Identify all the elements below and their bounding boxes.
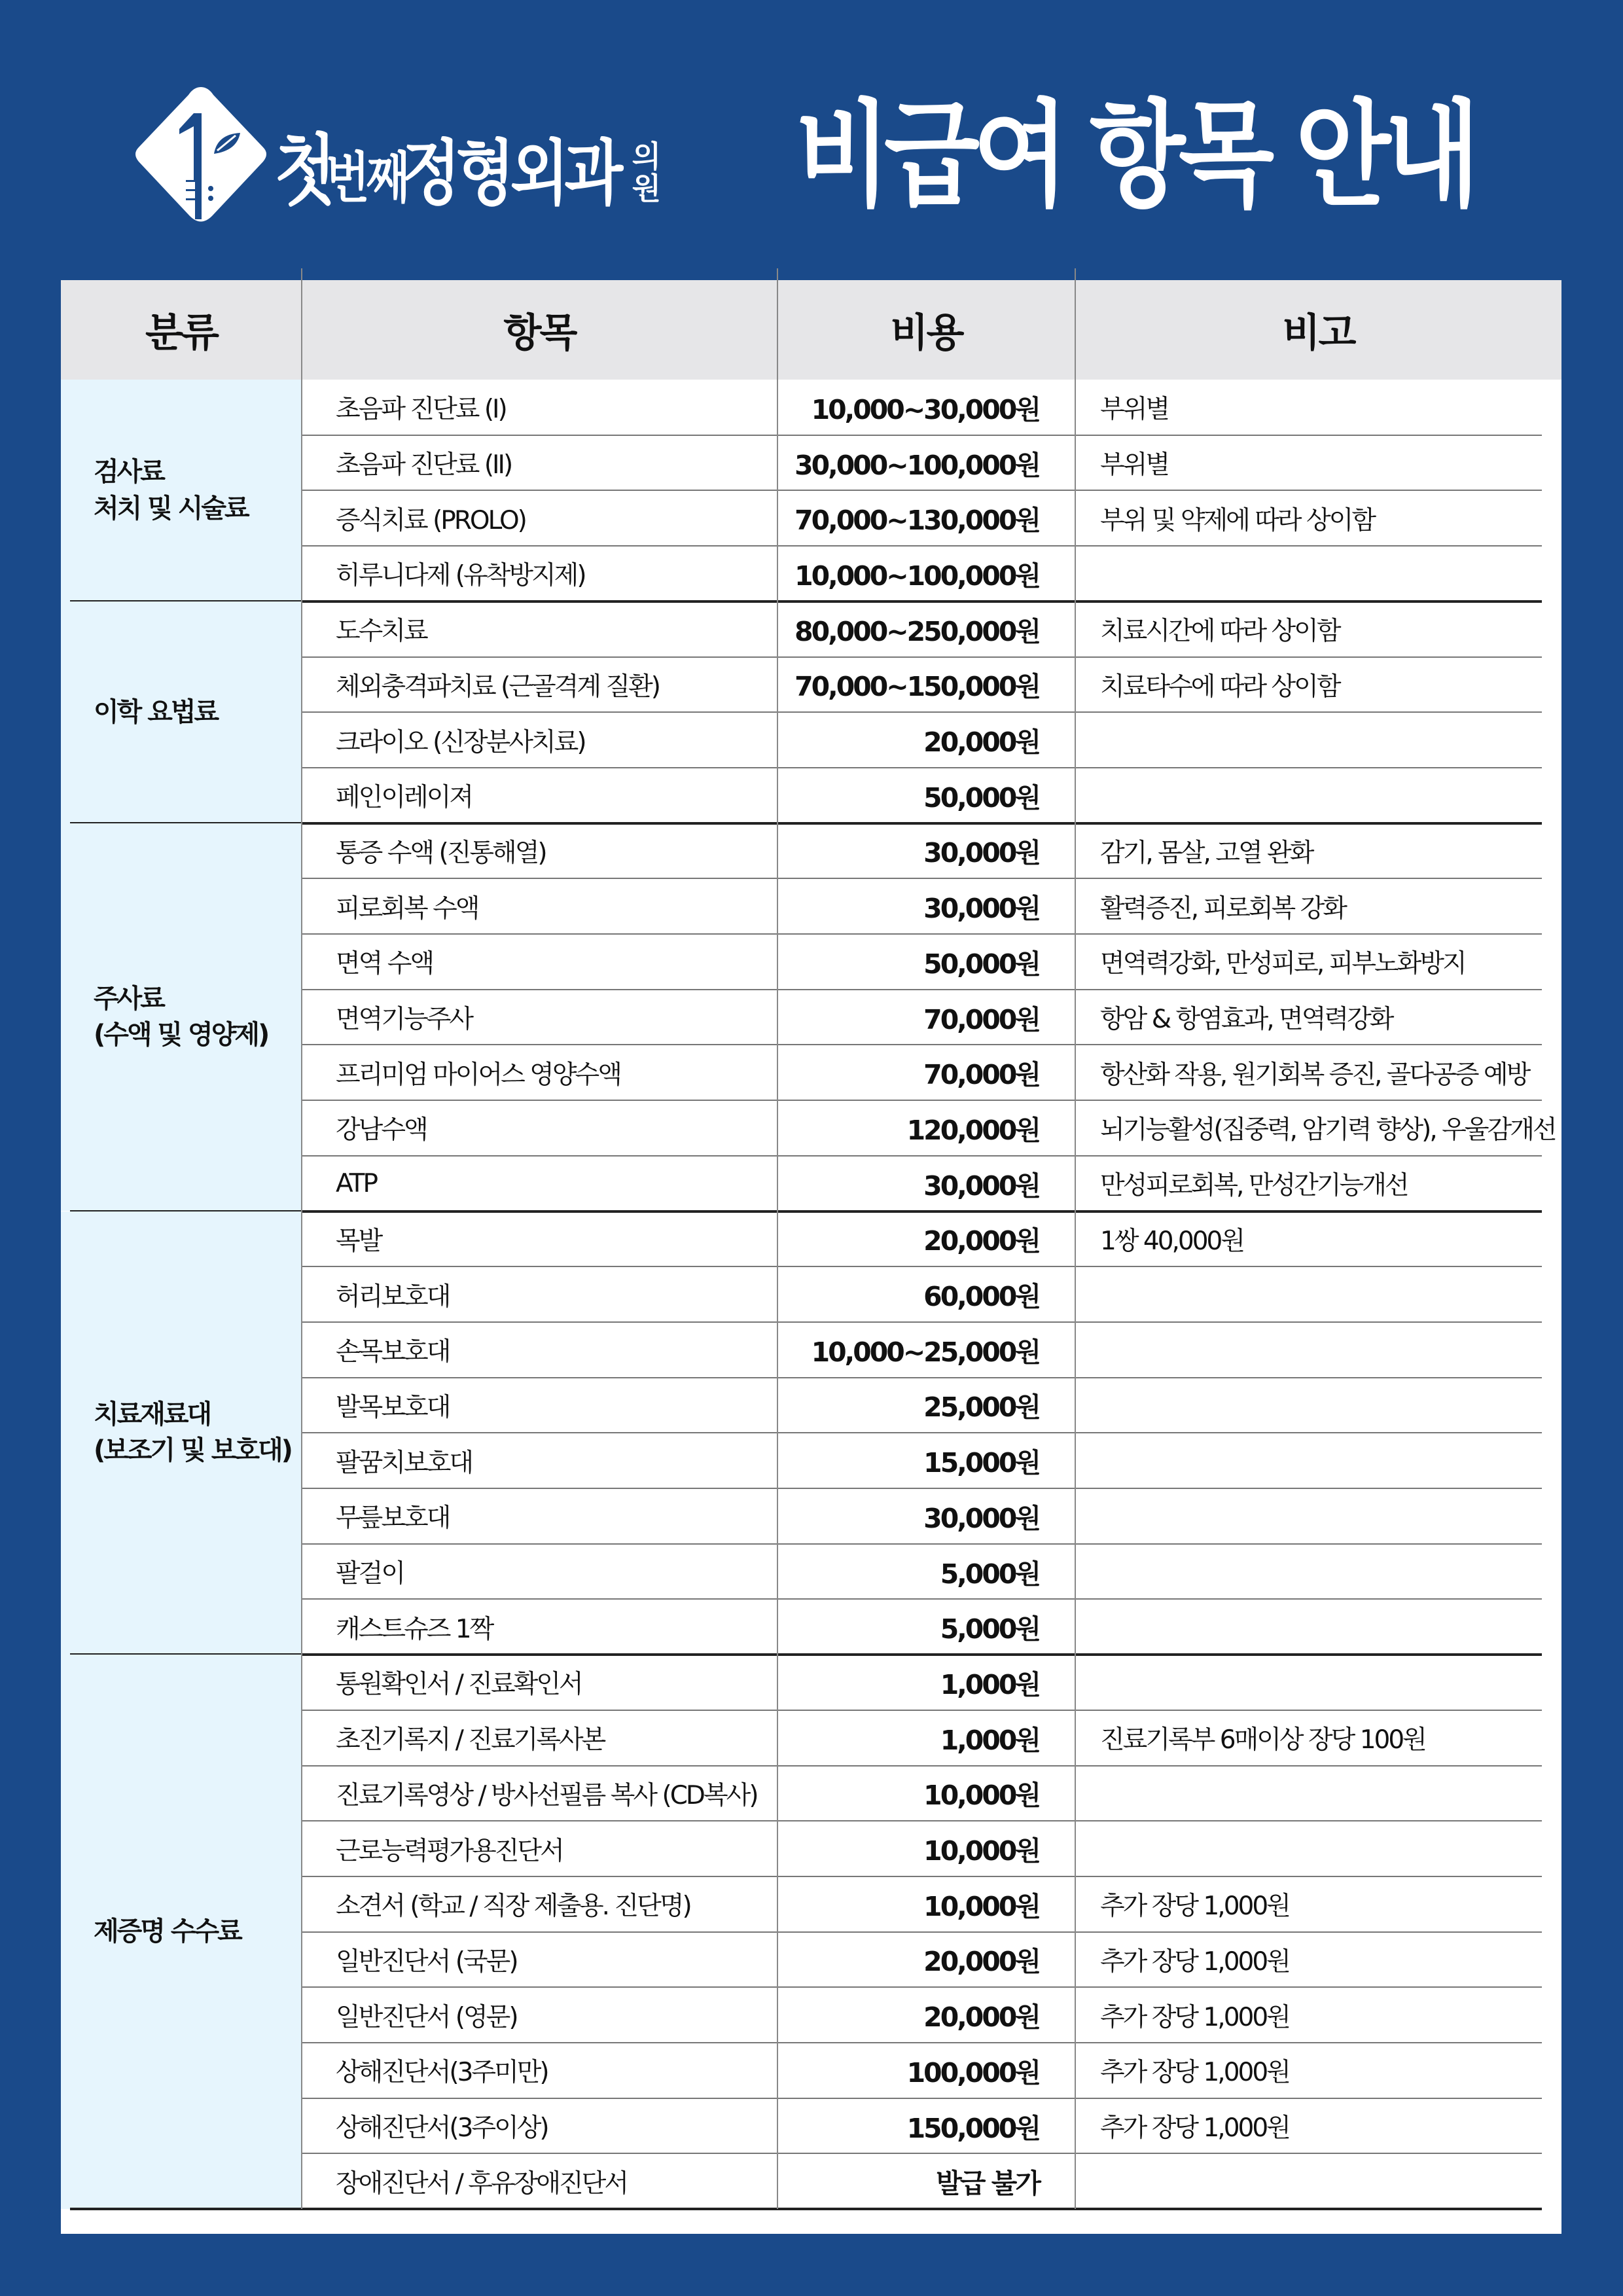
cell-cost: 10,000~30,000원	[811, 393, 1039, 425]
cell-item: 페인이레이져	[336, 783, 473, 813]
table-row	[302, 1544, 1561, 1600]
table-row	[302, 1987, 1561, 2043]
cell-cost: 20,000원	[923, 1946, 1039, 1978]
cell-item: 목발	[336, 1226, 382, 1256]
cell-cost: 150,000원	[906, 2112, 1039, 2144]
cell-item: 강남수액	[336, 1115, 427, 1145]
cell-item: 크라이오 (신장분사치료)	[336, 727, 585, 757]
cell-cost: 70,000원	[923, 1003, 1039, 1035]
table-row	[302, 1655, 1561, 1710]
table-row	[302, 1821, 1561, 1876]
table-row	[302, 1932, 1561, 1988]
category-label-line: 처치 및 시술료	[94, 493, 248, 524]
cell-note: 1쌍 40,000원	[1100, 1226, 1244, 1256]
table-row	[302, 601, 1561, 657]
cell-item: 근로능력평가용진단서	[336, 1836, 563, 1866]
table-row	[302, 1266, 1561, 1322]
cell-note: 치료시간에 따라 상이함	[1100, 617, 1340, 647]
cell-cost: 10,000원	[923, 1835, 1039, 1867]
clinic-name	[275, 105, 662, 216]
cell-item: 히루니다제 (유착방지제)	[336, 561, 585, 591]
cell-cost: 70,000원	[923, 1059, 1039, 1091]
cell-note: 추가 장당 1,000원	[1100, 2002, 1289, 2032]
cell-item: 일반진단서 (국문)	[336, 1946, 517, 1977]
table-row	[302, 712, 1561, 768]
cell-cost: 60,000원	[923, 1281, 1039, 1313]
table-row	[302, 380, 1561, 435]
table-row	[302, 1378, 1561, 1433]
table-row	[302, 1433, 1561, 1488]
category-label-line: 제증명 수수료	[94, 1916, 241, 1947]
cell-item: 피로회복 수액	[336, 893, 478, 924]
column-header-note: 비고	[1282, 310, 1355, 356]
column-divider	[777, 268, 778, 2209]
cell-cost: 10,000~25,000원	[811, 1336, 1039, 1368]
page-title: 비급여 항목 안내	[795, 88, 1474, 223]
cell-item: 도수치료	[336, 617, 427, 647]
cell-item: 초음파 진단료 (II)	[336, 450, 512, 480]
cell-cost: 50,000원	[923, 781, 1039, 814]
cell-note: 부위별	[1100, 450, 1169, 480]
cell-cost: 100,000원	[906, 2056, 1039, 2089]
table-row	[302, 1488, 1561, 1544]
table-header	[61, 280, 1561, 380]
cell-note: 치료타수에 따라 상이함	[1100, 672, 1340, 702]
cell-cost: 5,000원	[940, 1613, 1039, 1645]
cell-note: 뇌기능활성(집중력, 암기력 향상), 우울감개선	[1100, 1115, 1556, 1145]
category-label-line: (수액 및 영양제)	[94, 1020, 268, 1050]
cell-item: 일반진단서 (영문)	[336, 2002, 517, 2032]
column-divider	[301, 268, 302, 2209]
cell-cost: 30,000원	[923, 837, 1039, 869]
fee-table	[61, 280, 1561, 2234]
category-label-line: 검사료	[94, 457, 164, 488]
category-cell	[61, 1655, 302, 2209]
cell-note: 부위별	[1100, 395, 1169, 425]
cell-item: 장애진단서 / 후유장애진단서	[336, 2168, 628, 2198]
cell-cost: 20,000원	[923, 726, 1039, 759]
cell-item: 캐스트슈즈 1짝	[336, 1614, 493, 1644]
column-header-category: 분류	[145, 310, 217, 356]
cell-item: 초진기록지 / 진료기록사본	[336, 1725, 605, 1755]
cell-item: 상해진단서(3주이상)	[336, 2113, 548, 2144]
cell-item: 면역 수액	[336, 949, 433, 979]
category-label-line: 주사료	[94, 984, 164, 1014]
cell-cost: 70,000~150,000원	[794, 671, 1039, 703]
table-row	[302, 1599, 1561, 1655]
cell-note: 항암 & 항염효과, 면역력강화	[1100, 1005, 1393, 1035]
cell-cost: 30,000원	[923, 1170, 1039, 1202]
category-cell	[61, 601, 302, 823]
column-divider	[1075, 268, 1076, 2209]
cell-note: 추가 장당 1,000원	[1100, 2113, 1289, 2144]
cell-cost: 20,000원	[923, 2001, 1039, 2034]
brand-suffix: 의 원	[632, 139, 662, 206]
table-row	[302, 1156, 1561, 1211]
table-row	[302, 768, 1561, 823]
column-header-cost: 비용	[890, 310, 963, 356]
cell-item: 면역기능주사	[336, 1005, 473, 1035]
table-row	[302, 878, 1561, 934]
category-label	[94, 981, 268, 1053]
cell-item: 상해진단서(3주미만)	[336, 2058, 548, 2088]
cell-item: 소견서 (학교 / 직장 제출용. 진단명)	[336, 1892, 690, 1922]
cell-cost: 30,000~100,000원	[794, 449, 1039, 481]
table-row	[302, 1322, 1561, 1378]
table-row	[302, 1100, 1561, 1156]
category-label	[94, 454, 248, 526]
brand-part1: 첫	[275, 126, 333, 216]
cell-item: 허리보호대	[336, 1282, 450, 1312]
cell-item: 프리미엄 마이어스 영양수액	[336, 1060, 620, 1090]
cell-cost: 발급 불가	[936, 2168, 1039, 2200]
cell-cost: 10,000원	[923, 1890, 1039, 1922]
cell-cost: 1,000원	[940, 1724, 1039, 1756]
table-row	[302, 934, 1561, 990]
table-row	[302, 1766, 1561, 1821]
table-row	[302, 435, 1561, 491]
table-row	[302, 1045, 1561, 1100]
category-cell	[61, 380, 302, 601]
cell-item: 팔걸이	[336, 1559, 404, 1589]
cell-cost: 30,000원	[923, 893, 1039, 925]
cell-item: 증식치료 (PROLO)	[336, 505, 526, 535]
table-row	[302, 1710, 1561, 1766]
brand-part2: 번째	[326, 146, 407, 210]
cell-note: 감기, 몸살, 고열 완화	[1100, 838, 1313, 868]
category-label	[94, 1914, 241, 1950]
cell-cost: 25,000원	[923, 1391, 1039, 1424]
cell-cost: 120,000원	[906, 1114, 1039, 1146]
cell-cost: 1,000원	[940, 1668, 1039, 1700]
cell-note: 만성피로회복, 만성간기능개선	[1100, 1171, 1408, 1201]
cell-item: 무릎보호대	[336, 1503, 450, 1534]
category-label-line: (보조기 및 보호대)	[94, 1435, 291, 1466]
brand-part3: 정형외과	[402, 133, 619, 215]
cell-cost: 20,000원	[923, 1225, 1039, 1257]
cell-note: 추가 장당 1,000원	[1100, 2058, 1289, 2088]
cell-note: 진료기록부 6매이상 장당 100원	[1100, 1725, 1425, 1755]
cell-cost: 70,000~130,000원	[794, 505, 1039, 537]
table-row	[302, 2153, 1561, 2209]
cell-note: 면역력강화, 만성피로, 피부노화방지	[1100, 949, 1465, 979]
category-cell	[61, 823, 302, 1211]
cell-item: 통원확인서 / 진료확인서	[336, 1670, 582, 1700]
page-header	[0, 0, 1623, 280]
cell-cost: 50,000원	[923, 948, 1039, 980]
column-header-item: 항목	[503, 310, 576, 356]
table-row	[302, 823, 1561, 879]
cell-note: 추가 장당 1,000원	[1100, 1892, 1289, 1922]
cell-cost: 30,000원	[923, 1502, 1039, 1534]
cell-item: 통증 수액 (진통해열)	[336, 838, 546, 868]
clinic-logo-icon	[126, 82, 276, 226]
cell-item: ATP	[336, 1168, 376, 1198]
table-row	[302, 1876, 1561, 1932]
cell-item: 팔꿈치보호대	[336, 1448, 473, 1478]
category-label	[94, 694, 217, 730]
table-row	[302, 546, 1561, 601]
cell-cost: 15,000원	[923, 1447, 1039, 1479]
cell-note: 추가 장당 1,000원	[1100, 1946, 1289, 1977]
cell-note: 활력증진, 피로회복 강화	[1100, 893, 1346, 924]
cell-cost: 10,000원	[923, 1780, 1039, 1812]
cell-item: 체외충격파치료 (근골격계 질환)	[336, 672, 659, 702]
table-row	[302, 1211, 1561, 1267]
table-row	[302, 657, 1561, 713]
table-row	[302, 2098, 1561, 2154]
category-label-line: 이학 요법료	[94, 696, 218, 727]
category-label	[94, 1397, 291, 1469]
category-label-line: 치료재료대	[94, 1399, 211, 1430]
group-divider	[70, 2208, 1542, 2210]
cell-cost: 80,000~250,000원	[794, 615, 1039, 647]
cell-cost: 10,000~100,000원	[794, 560, 1039, 592]
category-cell	[61, 1211, 302, 1655]
table-row	[302, 490, 1561, 546]
cell-item: 초음파 진단료 (I)	[336, 395, 506, 425]
cell-item: 진료기록영상 / 방사선필름 복사 (CD복사)	[336, 1780, 757, 1810]
cell-note: 부위 및 약제에 따라 상이함	[1100, 505, 1375, 535]
table-row	[302, 2043, 1561, 2098]
cell-note: 항산화 작용, 원기회복 증진, 골다공증 예방	[1100, 1060, 1529, 1090]
table-row	[302, 990, 1561, 1045]
cell-item: 발목보호대	[336, 1392, 450, 1422]
cell-item: 손목보호대	[336, 1337, 450, 1367]
cell-cost: 5,000원	[940, 1558, 1039, 1590]
